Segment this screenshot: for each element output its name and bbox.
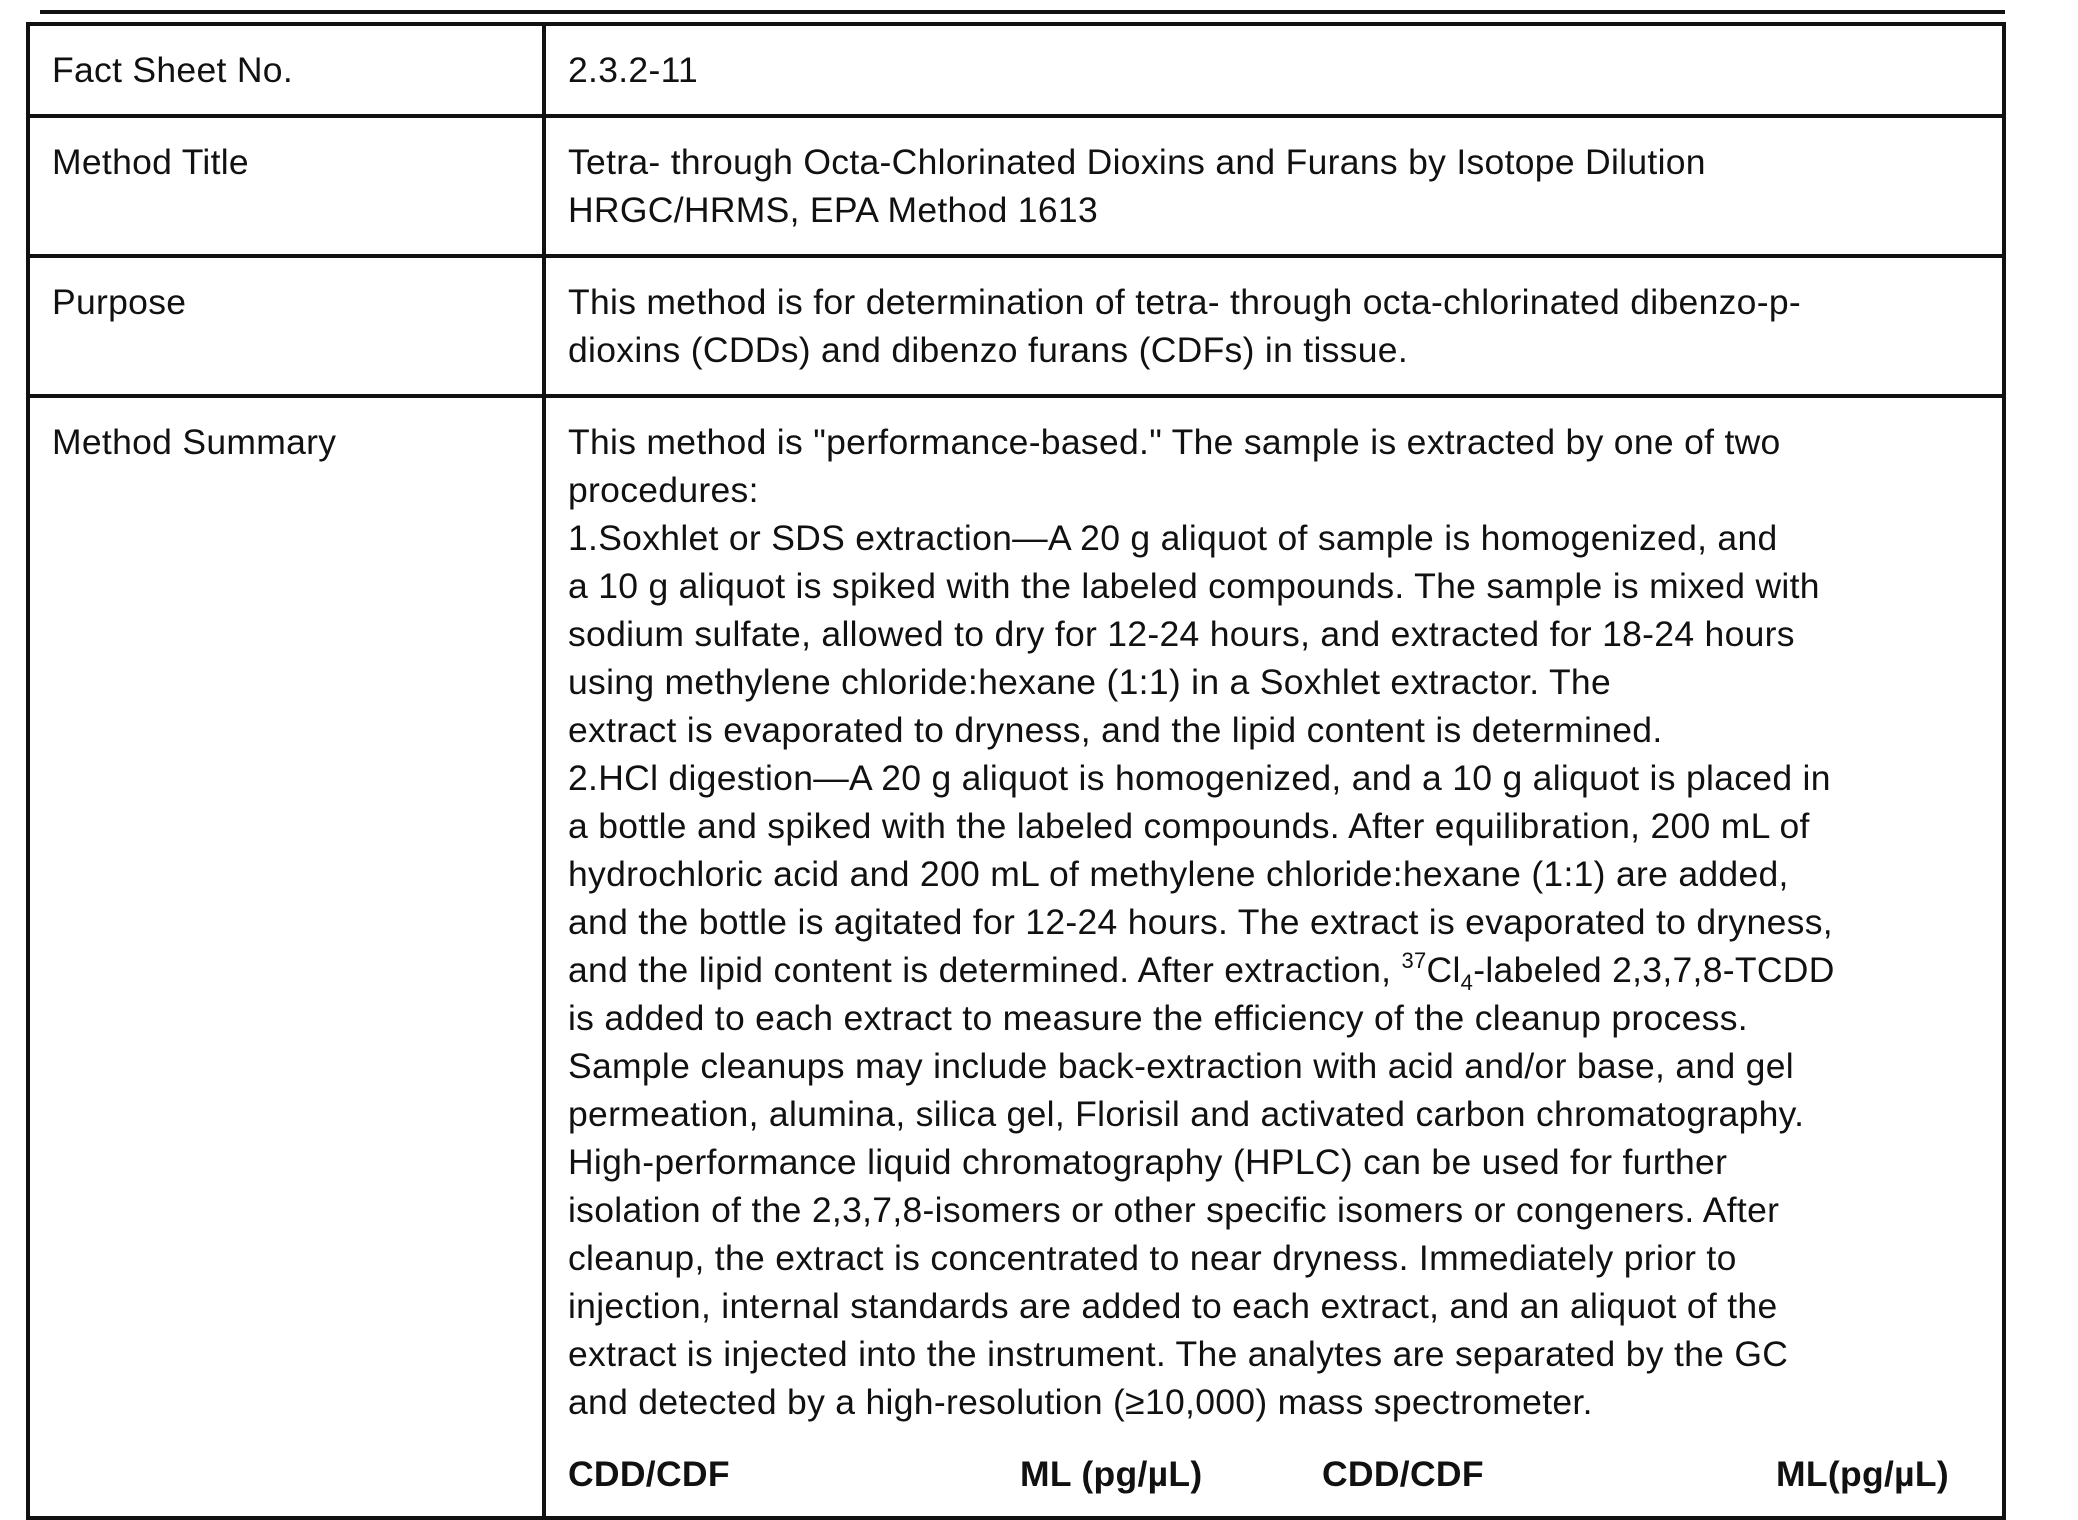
- summary-line: isolation of the 2,3,7,8-isomers or other specific isomers or congeners. After: [568, 1190, 1780, 1230]
- summary-line: cleanup, the extract is concentrated to near dryness. Immediately prior to: [568, 1238, 1737, 1278]
- header-cdd-cdf-2: CDD/CDF: [1322, 1454, 1484, 1494]
- method-summary-value: [544, 396, 2004, 1518]
- summary-line: High-performance liquid chromatography (HPLC) can be used for further: [568, 1142, 1728, 1182]
- summary-lines-part-a: [568, 418, 1980, 946]
- method-title-row: [28, 116, 2004, 256]
- value-line: Tetra- through Octa-Chlorinated Dioxins and Furans by Isotope Dilution: [568, 142, 1706, 182]
- summary-line: 1.Soxhlet or SDS extraction—A 20 g aliquot of sample is homogenized, and: [568, 518, 1778, 558]
- summary-line: This method is "performance-based." The sample is extracted by one of two: [568, 422, 1781, 462]
- summary-line: using methylene chloride:hexane (1:1) in a Soxhlet extractor. The: [568, 662, 1612, 702]
- summary-line: Sample cleanups may include back-extraction with acid and/or base, and gel: [568, 1046, 1794, 1086]
- method-summary-row: [28, 396, 2004, 1518]
- summary-line: permeation, alumina, silica gel, Florisil and activated carbon chromatography.: [568, 1094, 1805, 1134]
- summary-line: a bottle and spiked with the labeled compounds. After equilibration, 200 mL of: [568, 806, 1810, 846]
- method-title-label: Method Title: [28, 116, 544, 256]
- top-rule: [40, 10, 2005, 14]
- summary-lines-part-b: [568, 994, 1980, 1426]
- header-cdd-cdf-1: CDD/CDF: [568, 1454, 730, 1494]
- method-title-value: [544, 116, 2004, 256]
- header-ml-1: ML (pg/µL): [1020, 1454, 1203, 1494]
- value-line: dioxins (CDDs) and dibenzo furans (CDFs) in tissue.: [568, 330, 1408, 370]
- summary-line: hydrochloric acid and 200 mL of methylene chloride:hexane (1:1) are added,: [568, 854, 1789, 894]
- ml-table-header: [568, 1426, 1980, 1516]
- summary-line: procedures:: [568, 470, 759, 510]
- fact-sheet-no-label: Fact Sheet No.: [28, 24, 544, 116]
- summary-line: 2.HCl digestion—A 20 g aliquot is homogenized, and a 10 g aliquot is placed in: [568, 758, 1831, 798]
- fact-sheet-table: [26, 22, 2006, 1520]
- summary-line: sodium sulfate, allowed to dry for 12-24 hours, and extracted for 18-24 hours: [568, 614, 1795, 654]
- summary-line: extract is evaporated to dryness, and the lipid content is determined.: [568, 710, 1663, 750]
- isotope-count: 4: [1460, 970, 1474, 995]
- value-line: This method is for determination of tetra- through octa-chlorinated dibenzo-p-: [568, 282, 1801, 322]
- purpose-row: [28, 256, 2004, 396]
- summary-line-isotope: [568, 946, 1980, 994]
- summary-line: a 10 g aliquot is spiked with the labeled compounds. The sample is mixed with: [568, 566, 1820, 606]
- isotope-mass-number: 37: [1401, 948, 1427, 973]
- value-line: HRGC/HRMS, EPA Method 1613: [568, 190, 1098, 230]
- method-summary-label: Method Summary: [28, 396, 544, 1518]
- summary-line: is added to each extract to measure the efficiency of the cleanup process.: [568, 998, 1748, 1038]
- summary-line: and detected by a high-resolution (≥10,000) mass spectrometer.: [568, 1382, 1593, 1422]
- summary-line: and the bottle is agitated for 12-24 hours. The extract is evaporated to dryness,: [568, 902, 1833, 942]
- isotope-element: Cl: [1426, 950, 1461, 990]
- fact-sheet-no-value: [544, 24, 2004, 116]
- isotope-text-before: and the lipid content is determined. After extraction,: [568, 950, 1402, 990]
- fact-sheet-no-row: [28, 24, 2004, 116]
- purpose-value: [544, 256, 2004, 396]
- summary-line: extract is injected into the instrument. The analytes are separated by the GC: [568, 1334, 1789, 1374]
- purpose-label: Purpose: [28, 256, 544, 396]
- summary-line: injection, internal standards are added to each extract, and an aliquot of the: [568, 1286, 1778, 1326]
- isotope-text-after: -labeled 2,3,7,8-TCDD: [1473, 950, 1835, 990]
- header-ml-2: ML(pg/µL): [1776, 1454, 1949, 1494]
- value-line: 2.3.2-11: [568, 50, 699, 90]
